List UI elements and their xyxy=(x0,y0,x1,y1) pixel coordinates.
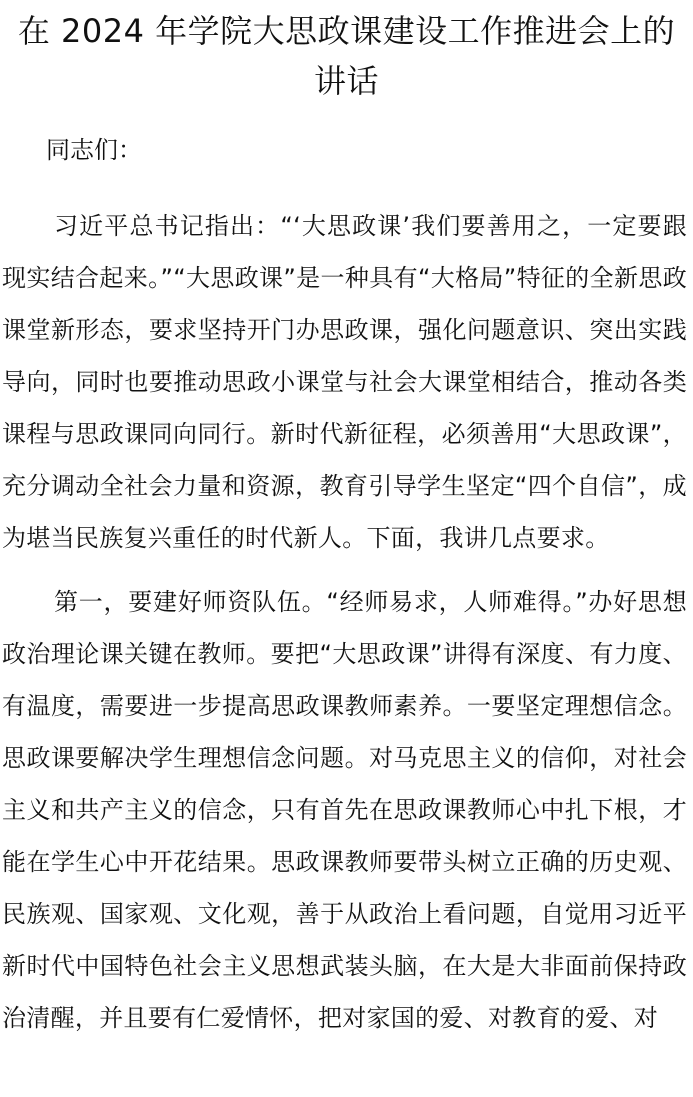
paragraph-first-point: 第一，要建好师资队伍。“经师易求，人师难得。”办好思想政治理论课关键在教师。要把“大思政课”讲得有深度、有力度、有温度，需要进一步提高思政课教师素养。一要坚定理想信念。思政课要解决学生理想信念问题。对马克思主义的信仰，对社会主义和共产主义的信念，只有首先在思政课教师心中扎下根，才能在学生心中开花结果。思政课教师要带头树立正确的历史观、民族观、国家观、文化观，善于从政治上看问题，自觉用习近平新时代中国特色社会主义思想武装头脑，在大是大非面前保持政治清醒，并且要有仁爱情怀，把对家国的爱、对教育的爱、对 xyxy=(2,588,687,1032)
paragraph-intro: 习近平总书记指出：“‘大思政课’我们要善用之，一定要跟现实结合起来。”“大思政课”是一种具有“大格局”特征的全新思政课堂新形态，要求坚持开门办思政课，强化问题意识、突出实践导向，同时也要推动思政小课堂与社会大课堂相结合，推动各类课程与思政课同向同行。新时代新征程，必须善用“大思政课”，充分调动全社会力量和资源，教育引导学生坚定“四个自信”，成为堪当民族复兴重任的时代新人。下面，我讲几点要求。 xyxy=(2,212,687,552)
greeting: 同志们： xyxy=(46,136,142,164)
document-title: 在 2024 年学院大思政课建设工作推进会上的讲话 xyxy=(17,12,676,100)
